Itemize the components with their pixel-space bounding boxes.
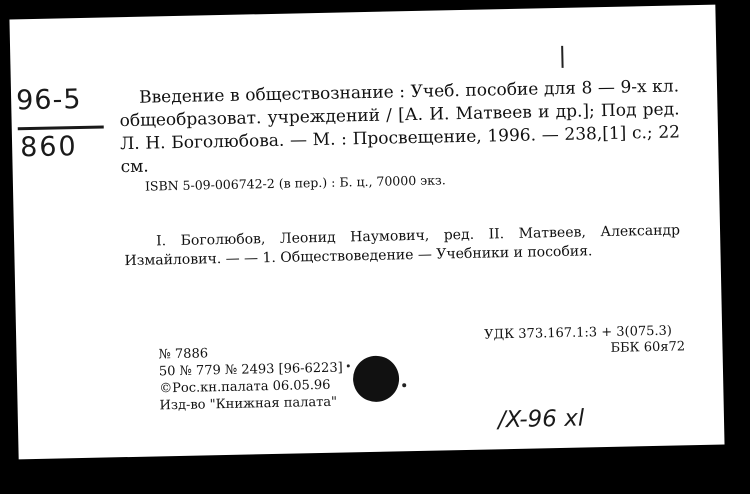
shelf-mark-divider <box>18 125 104 130</box>
main-entry: Введение в обществознание : Учеб. пособие для 8 — 9-х кл. общеобразоват. учреждений / [А. И. Матвеев и др.]; Под ред. Л. Н. Боголюбова. — М. : Просвещение, 1996. — 238,[1] с.; 22 см. <box>119 76 681 178</box>
bbk-code: ББК 60я72 <box>610 339 686 356</box>
tracings: I. Боголюбов, Леонид Наумович, ред. II. Матвеев, Александр Измайлович. — — 1. Обществоведение — Учебники и пособия. <box>124 222 681 270</box>
inventory-mark: /X-96 xl <box>497 405 585 434</box>
ink-speck <box>347 364 350 367</box>
udk-code: УДК 373.167.1:3 + 3(075.3) <box>484 323 673 343</box>
record-order: 50 № 779 № 2493 [96-6223] <box>158 360 343 380</box>
catalog-card <box>9 5 724 460</box>
chamber-stamp: ©Рос.кн.палата 06.05.96 <box>159 377 331 397</box>
isbn-line: ISBN 5-09-006742-2 (в пер.) : Б. ц., 70000 экз. <box>144 172 446 194</box>
record-block <box>158 343 343 415</box>
shelf-mark-bottom: 860 <box>19 131 79 164</box>
ink-speck <box>402 383 406 387</box>
pencil-mark <box>561 46 563 68</box>
publisher-line: Изд-во "Книжная палата" <box>159 394 338 414</box>
record-number: № 7886 <box>158 346 209 363</box>
shelf-mark-top: 96-5 <box>15 83 82 117</box>
ink-blot <box>353 355 400 402</box>
